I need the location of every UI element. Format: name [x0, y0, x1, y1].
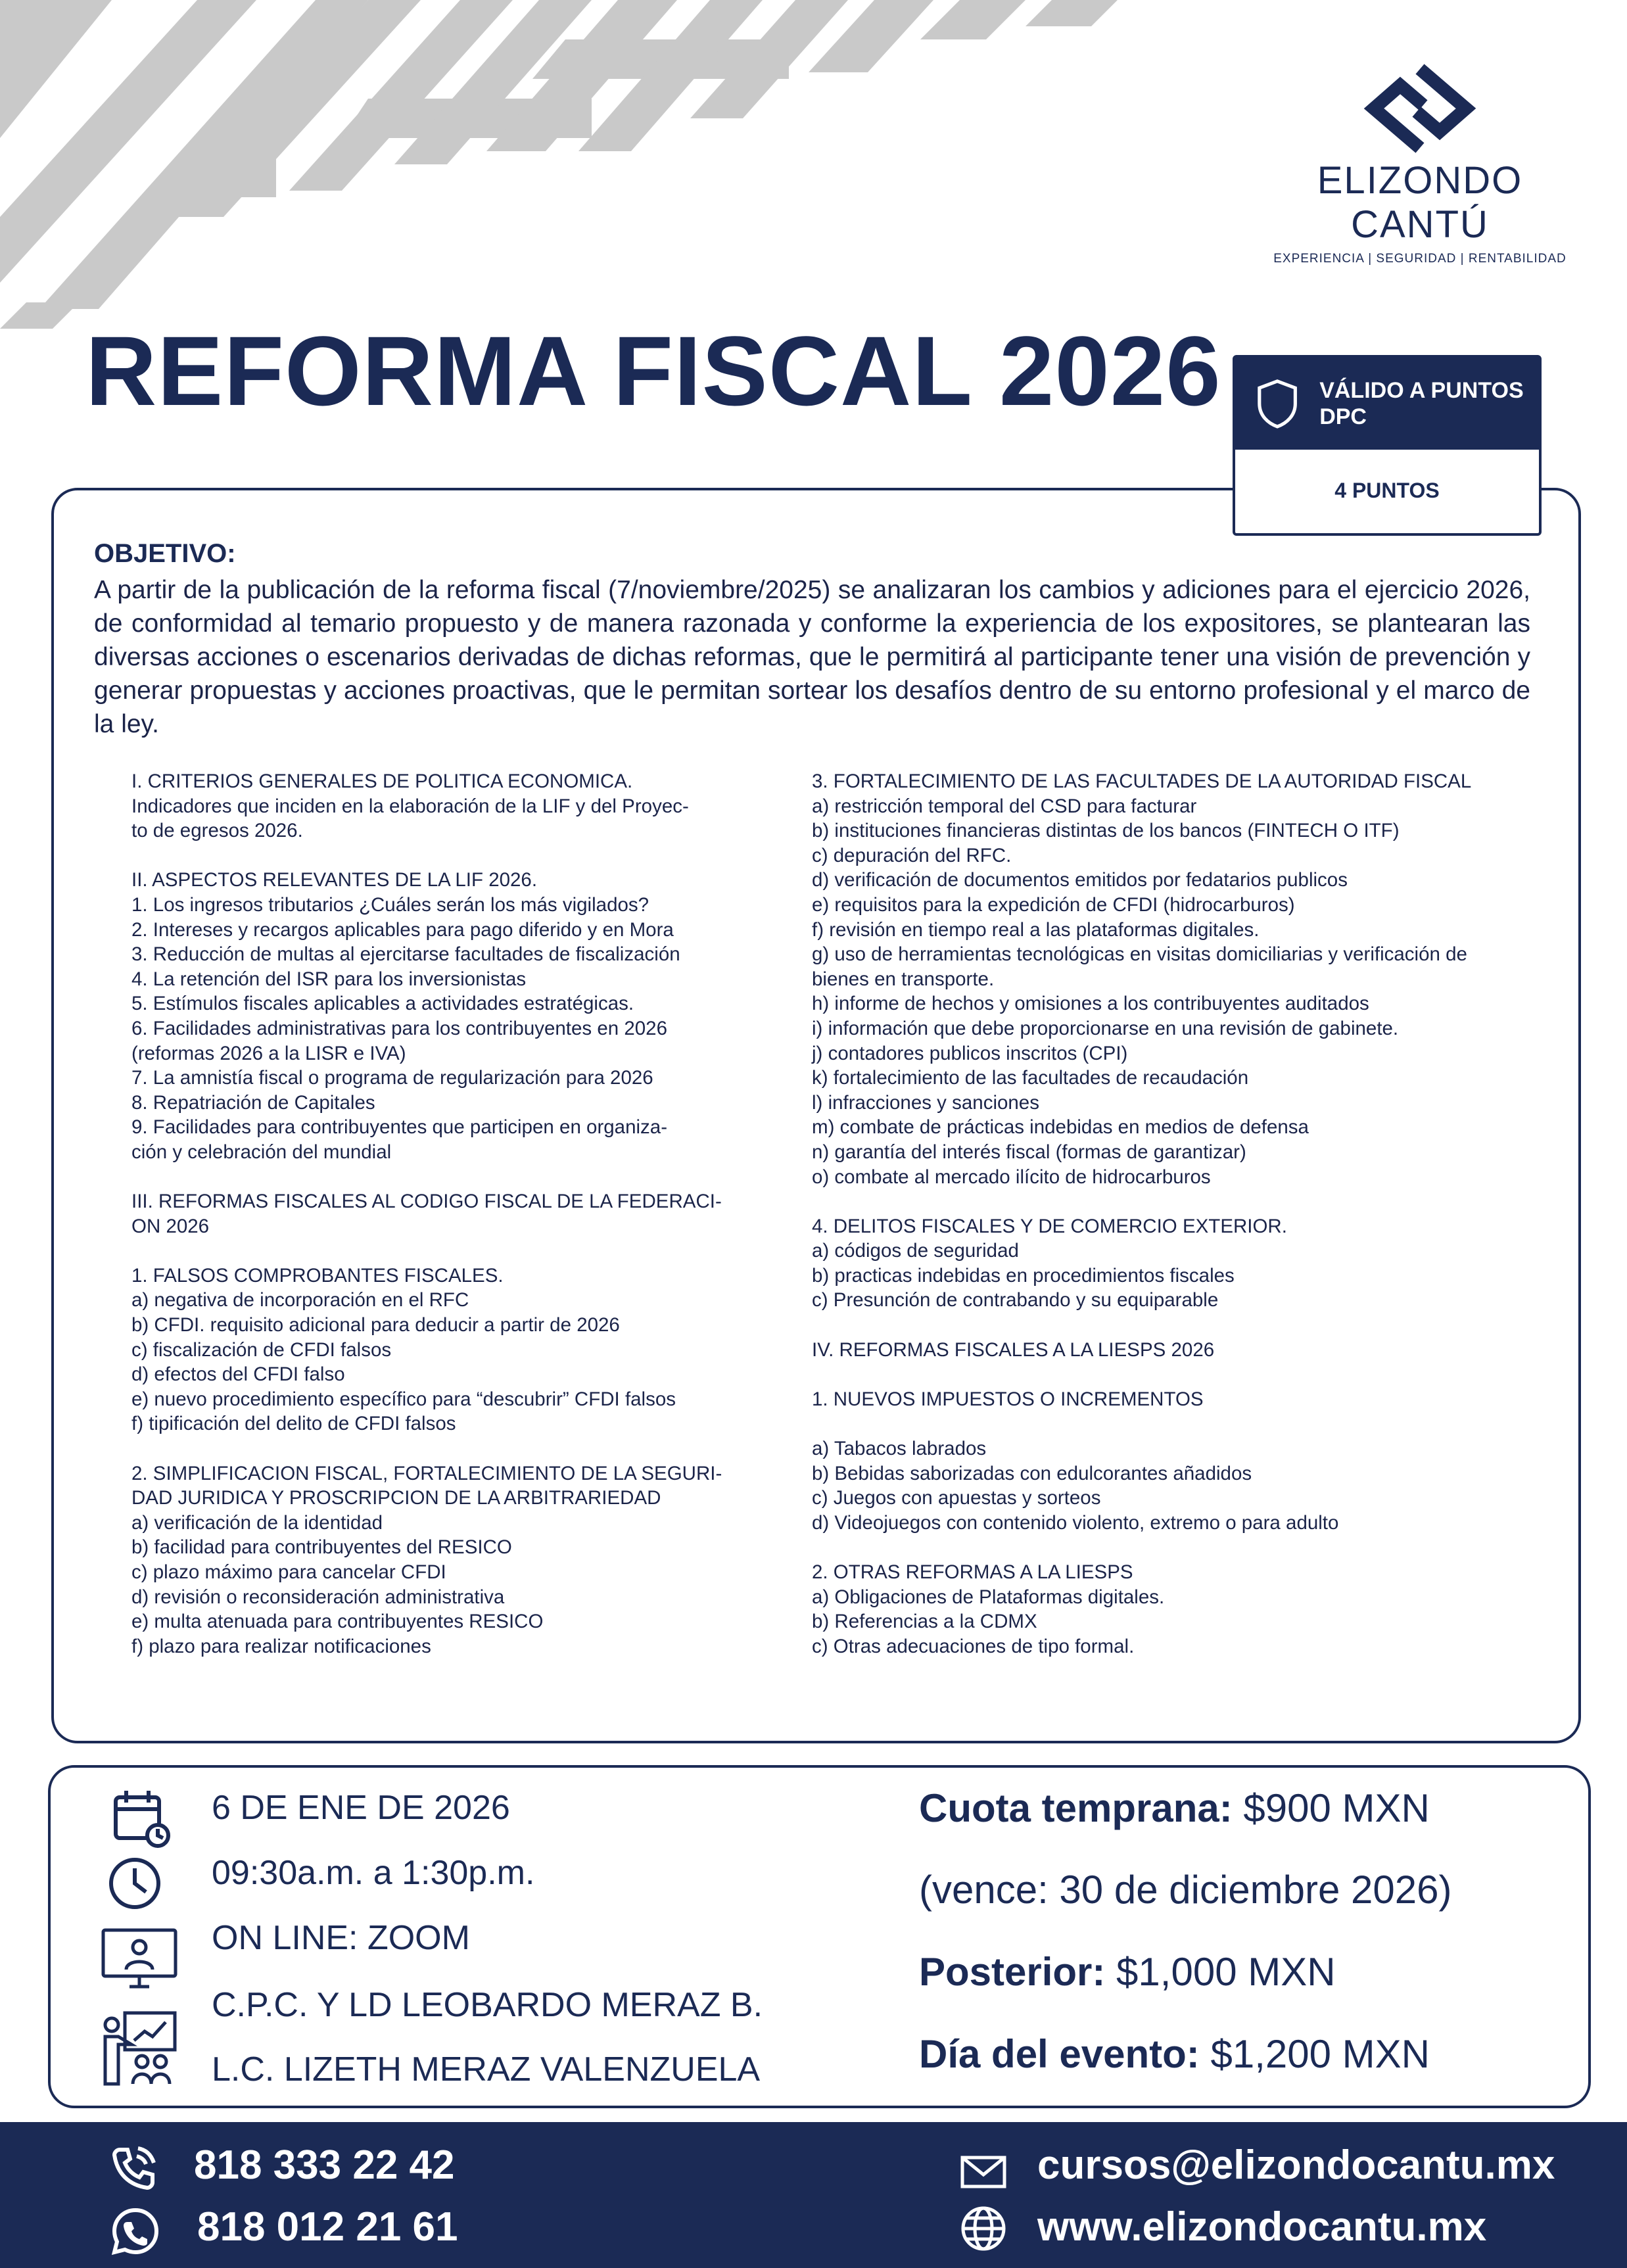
whatsapp-number[interactable]: 818 012 21 61	[197, 2204, 458, 2250]
event-time: 09:30a.m. a 1:30p.m.	[212, 1854, 535, 1892]
syllabus-right-line: 4. DELITOS FISCALES Y DE COMERCIO EXTERIOR.	[812, 1215, 1287, 1237]
later-price-label: Posterior:	[919, 1950, 1106, 1994]
syllabus-right-line: c) depuración del RFC.	[812, 844, 1012, 866]
syllabus-left-line	[131, 1165, 723, 1190]
early-price	[919, 1785, 1430, 1831]
event-day-price	[919, 2031, 1430, 2077]
syllabus-left-line: d) efectos del CFDI falso	[131, 1363, 345, 1386]
syllabus-right-line: 1. NUEVOS IMPUESTOS O INCREMENTOS	[812, 1388, 1204, 1410]
phone-icon	[110, 2144, 158, 2192]
syllabus-right-line: a) restricción temporal del CSD para facturar	[812, 795, 1197, 817]
syllabus-left-line: to de egresos 2026.	[131, 820, 303, 842]
syllabus-left-line: Indicadores que inciden en la elaboración de la LIF y del Proyec-	[131, 795, 689, 817]
syllabus-left-line: f) tipificación del delito de CFDI falsos	[131, 1413, 456, 1435]
speaker-2: L.C. LIZETH MERAZ VALENZUELA	[212, 2050, 761, 2089]
brand-logo	[1249, 62, 1591, 266]
syllabus-right-line: g) uso de herramientas tecnológicas en visitas domiciliarias y verificación de	[812, 943, 1467, 966]
later-price	[919, 1949, 1336, 1995]
phone-number[interactable]: 818 333 22 42	[194, 2142, 455, 2188]
calendar-icon	[112, 1788, 172, 1849]
syllabus-right-line: h) informe de hechos y omisiones a los contribuyentes auditados	[812, 993, 1369, 1015]
syllabus-right-line: a) Obligaciones de Plataformas digitales.	[812, 1586, 1165, 1608]
syllabus-right-line	[812, 1362, 1542, 1387]
syllabus-right-line	[812, 1411, 1542, 1436]
syllabus-left-line: ON 2026	[131, 1215, 210, 1237]
syllabus-right-line: IV. REFORMAS FISCALES A LA LIESPS 2026	[812, 1338, 1215, 1361]
syllabus-left-line	[131, 1239, 723, 1264]
syllabus-left-line: 6. Facilidades administrativas para los contribuyentes en 2026	[131, 1017, 667, 1039]
syllabus-left-line: 4. La retención del ISR para los inversionistas	[131, 968, 527, 990]
early-price-note: (vence: 30 de diciembre 2026)	[919, 1868, 1452, 1912]
objective-text: A partir de la publicación de la reforma fiscal (7/noviembre/2025) se analizaran los cambios y adiciones para el ejercicio 2026, de conformidad al temario propuesto y de manera razonada y conforme la experiencia de los expositores, se plantearan las diversas acciones o escenarios derivadas de dichas reformas, que le permitirá al participante tener una visión de prevención y generar propuestas y acciones proactivas, que le permitan sortear los desafíos dentro de su entorno profesional y el marco de la ley.	[94, 576, 1530, 738]
syllabus-left-line: f) plazo para realizar notificaciones	[131, 1635, 431, 1657]
syllabus-right-line: o) combate al mercado ilícito de hidrocarburos	[812, 1166, 1211, 1188]
syllabus-left-line: 5. Estímulos fiscales aplicables a actividades estratégicas.	[131, 993, 634, 1015]
syllabus-left-line: DAD JURIDICA Y PROSCRIPCION DE LA ARBITRARIEDAD	[131, 1487, 661, 1509]
syllabus-right-line: n) garantía del interés fiscal (formas de garantizar)	[812, 1141, 1246, 1163]
syllabus-left-line: 2. SIMPLIFICACION FISCAL, FORTALECIMIENTO DE LA SEGURI-	[131, 1462, 722, 1484]
syllabus-right-line: b) instituciones financieras distintas de los bancos (FINTECH O ITF)	[812, 820, 1400, 842]
syllabus-left-line: b) facilidad para contribuyentes del RESICO	[131, 1536, 512, 1559]
syllabus-left-line	[131, 1436, 723, 1461]
syllabus-right-line	[812, 1189, 1542, 1214]
syllabus-left-line: 1. Los ingresos tributarios ¿Cuáles serán los más vigilados?	[131, 893, 649, 916]
email-link[interactable]: cursos@elizondocantu.mx	[1037, 2142, 1555, 2188]
syllabus-right-line: d) Videojuegos con contenido violento, extremo o para adulto	[812, 1511, 1339, 1534]
syllabus-right-line: k) fortalecimiento de las facultades de recaudación	[812, 1067, 1249, 1089]
syllabus-right-line	[812, 1313, 1542, 1338]
syllabus-left-line: 2. Intereses y recargos aplicables para pago diferido y en Mora	[131, 918, 674, 941]
shield-icon	[1255, 374, 1300, 433]
syllabus-left-line: II. ASPECTOS RELEVANTES DE LA LIF 2026.	[131, 869, 538, 891]
early-price-value: $900 MXN	[1232, 1786, 1430, 1830]
syllabus-left-line: I. CRITERIOS GENERALES DE POLITICA ECONOMICA.	[131, 770, 633, 792]
syllabus-left-line: e) nuevo procedimiento específico para “descubrir” CFDI falsos	[131, 1388, 676, 1410]
event-date: 6 DE ENE DE 2026	[212, 1789, 510, 1827]
early-price-label: Cuota temprana:	[919, 1786, 1233, 1830]
syllabus-left-line: a) negativa de incorporación en el RFC	[131, 1289, 469, 1311]
syllabus-left-line: b) CFDI. requisito adicional para deducir a partir de 2026	[131, 1314, 620, 1336]
dpc-label: VÁLIDO A PUNTOS DPC	[1319, 378, 1524, 429]
page-title: REFORMA FISCAL 2026	[85, 316, 1221, 426]
syllabus-right-line: 2. OTRAS REFORMAS A LA LIESPS	[812, 1561, 1133, 1583]
syllabus-right-line: c) Otras adecuaciones de tipo formal.	[812, 1635, 1135, 1657]
event-mode: ON LINE: ZOOM	[212, 1919, 470, 1957]
syllabus-right-line	[812, 1535, 1542, 1560]
whatsapp-icon	[110, 2206, 160, 2256]
syllabus-right-column	[812, 769, 1542, 1659]
syllabus-left-column	[131, 769, 723, 1659]
syllabus-left-line: 9. Facilidades para contribuyentes que participen en organiza-	[131, 1116, 668, 1139]
globe-icon	[960, 2205, 1007, 2252]
syllabus-left-line: c) plazo máximo para cancelar CFDI	[131, 1561, 446, 1583]
brand-logo-icon	[1361, 62, 1479, 154]
event-day-price-label: Día del evento:	[919, 2032, 1200, 2076]
syllabus-right-line: c) Presunción de contrabando y su equiparable	[812, 1289, 1219, 1311]
dpc-badge	[1233, 355, 1542, 536]
syllabus-right-line: e) requisitos para la expedición de CFDI (hidrocarburos)	[812, 893, 1295, 916]
syllabus-right-line: m) combate de prácticas indebidas en medios de defensa	[812, 1116, 1309, 1139]
syllabus-left-line: (reformas 2026 a la LISR e IVA)	[131, 1042, 406, 1064]
syllabus-right-line: l) infracciones y sanciones	[812, 1091, 1039, 1114]
objective-heading: OBJETIVO:	[94, 539, 236, 568]
clock-icon	[106, 1855, 163, 1912]
syllabus-left-line	[131, 843, 723, 868]
dpc-points: 4 PUNTOS	[1334, 479, 1440, 502]
syllabus-right-line: a) Tabacos labrados	[812, 1438, 987, 1460]
syllabus-left-line: d) revisión o reconsideración administrativa	[131, 1586, 505, 1608]
syllabus-left-line: 1. FALSOS COMPROBANTES FISCALES.	[131, 1264, 504, 1287]
syllabus-left-line: a) verificación de la identidad	[131, 1511, 383, 1534]
event-day-price-value: $1,200 MXN	[1199, 2032, 1430, 2076]
presenter-icon	[99, 2010, 177, 2087]
syllabus-left-line: 3. Reducción de multas al ejercitarse facultades de fiscalización	[131, 943, 680, 966]
online-monitor-icon	[100, 1926, 179, 1992]
syllabus-left-line: c) fiscalización de CFDI falsos	[131, 1338, 392, 1361]
decorative-pattern	[0, 0, 1183, 342]
syllabus-right-line: i) información que debe proporcionarse en una revisión de gabinete.	[812, 1017, 1399, 1039]
syllabus-left-line: e) multa atenuada para contribuyentes RESICO	[131, 1611, 544, 1633]
syllabus-right-line: b) practicas indebidas en procedimientos fiscales	[812, 1264, 1235, 1287]
syllabus-left-line: 8. Repatriación de Capitales	[131, 1091, 375, 1114]
syllabus-right-line: bienes en transporte.	[812, 968, 995, 990]
email-icon	[960, 2155, 1007, 2189]
brand-tagline: EXPERIENCIA | SEGURIDAD | RENTABILIDAD	[1273, 252, 1567, 266]
syllabus-left-line: III. REFORMAS FISCALES AL CODIGO FISCAL DE LA FEDERACI-	[131, 1191, 722, 1213]
syllabus-right-line: a) códigos de seguridad	[812, 1240, 1019, 1262]
syllabus-right-line: c) Juegos con apuestas y sorteos	[812, 1487, 1101, 1509]
syllabus-right-line: j) contadores publicos inscritos (CPI)	[812, 1042, 1128, 1064]
syllabus-right-line: 3. FORTALECIMIENTO DE LAS FACULTADES DE LA AUTORIDAD FISCAL	[812, 770, 1472, 792]
syllabus-left-line: 7. La amnistía fiscal o programa de regularización para 2026	[131, 1067, 653, 1089]
syllabus-right-line: f) revisión en tiempo real a las plataformas digitales.	[812, 918, 1260, 941]
later-price-value: $1,000 MXN	[1105, 1950, 1336, 1994]
syllabus-right-line: d) verificación de documentos emitidos por fedatarios publicos	[812, 869, 1348, 891]
website-link[interactable]: www.elizondocantu.mx	[1037, 2204, 1487, 2250]
syllabus-right-line: b) Referencias a la CDMX	[812, 1611, 1037, 1633]
speaker-1: C.P.C. Y LD LEOBARDO MERAZ B.	[212, 1986, 763, 2024]
syllabus-left-line: ción y celebración del mundial	[131, 1141, 392, 1163]
syllabus-right-line: b) Bebidas saborizadas con edulcorantes añadidos	[812, 1462, 1252, 1484]
brand-name: ELIZONDO CANTÚ	[1317, 159, 1523, 246]
